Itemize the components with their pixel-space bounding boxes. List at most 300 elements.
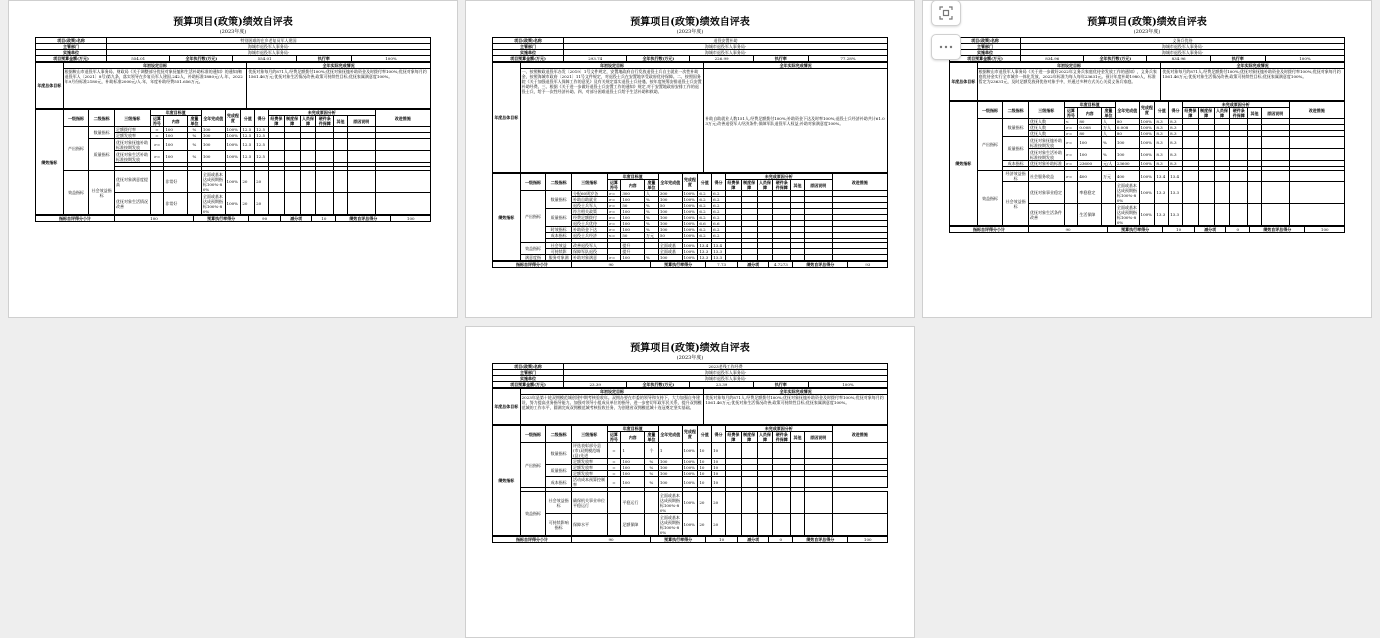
table-cell: 100 bbox=[658, 477, 682, 488]
table-cell bbox=[607, 514, 621, 536]
table-cell: 6.2 bbox=[712, 233, 726, 239]
table-cell bbox=[1289, 149, 1344, 161]
footer-label-3: 减分项 bbox=[737, 537, 769, 543]
table-cell: 100 bbox=[164, 139, 188, 151]
h-op: 运算符号 bbox=[607, 180, 621, 191]
table-cell: 10 bbox=[698, 443, 712, 459]
table-cell: % bbox=[645, 477, 659, 488]
table-cell bbox=[741, 255, 757, 261]
label-project-name: 项目(政策)名称 bbox=[493, 38, 564, 44]
indicator-row: 评选表彰部分县(市)双拥模范城(县)先进 bbox=[571, 443, 607, 459]
table-cell: 可持续影 bbox=[546, 249, 572, 255]
table-cell: 100% bbox=[682, 197, 698, 203]
h-lv3: 三级指标 bbox=[571, 174, 607, 191]
footer-label-4: 绩效自评总得分 bbox=[1250, 227, 1305, 233]
unit: 海城市退役军人事务局- bbox=[564, 50, 888, 56]
label-exec: 全年执行数(万元) bbox=[627, 56, 690, 62]
dept: 海城市退役军人事务局- bbox=[564, 370, 888, 376]
footer-label-1: 指标自评得分小计 bbox=[950, 227, 1029, 233]
table-cell: % bbox=[645, 215, 659, 221]
table-cell: 100 bbox=[658, 465, 682, 471]
table-cell: >= bbox=[1064, 125, 1078, 131]
h-r6: 原因说明 bbox=[347, 116, 375, 127]
table-cell bbox=[300, 171, 316, 193]
label-goal: 年度总体目标 bbox=[950, 63, 978, 101]
h-score: 分值 bbox=[1155, 102, 1169, 119]
h-got: 得分 bbox=[712, 426, 726, 443]
table-cell bbox=[284, 171, 300, 193]
table-cell bbox=[150, 193, 164, 215]
table-cell: 8.3 bbox=[1169, 125, 1183, 131]
table-cell: 1 bbox=[658, 443, 682, 459]
table-cell: 8.3 bbox=[1169, 137, 1183, 149]
unit: 海城市退役军人事务局- bbox=[107, 50, 431, 56]
table-cell: 100 bbox=[201, 151, 225, 163]
table-cell: % bbox=[645, 255, 659, 261]
table-cell: 13.3 bbox=[1169, 204, 1183, 226]
table-cell bbox=[791, 255, 805, 261]
table-cell: 12.5 bbox=[255, 127, 269, 133]
page-title: 预算项目(政策)绩效自评表 bbox=[630, 17, 750, 28]
table-cell: 成本指标 bbox=[1003, 161, 1029, 167]
exec: 834.96 bbox=[1147, 56, 1210, 62]
h-r5: 其他 bbox=[791, 180, 805, 191]
table-cell: 数量指标 bbox=[546, 191, 572, 209]
footer-value-4: 100 bbox=[1305, 227, 1345, 233]
label-dept: 主管部门 bbox=[493, 370, 564, 376]
table-cell: 0.008 bbox=[1078, 125, 1102, 131]
table-cell: 提升 bbox=[621, 249, 645, 255]
table-cell: 足额保障 bbox=[621, 514, 645, 536]
h-r1: 经费保障 bbox=[727, 180, 740, 190]
table-cell bbox=[804, 443, 832, 459]
h-r4: 硬件条件保障 bbox=[773, 180, 791, 191]
h-got: 得分 bbox=[255, 110, 269, 127]
table-cell: 8.3 bbox=[1155, 119, 1169, 125]
table-cell bbox=[725, 443, 741, 459]
footer-value-2: 10 bbox=[706, 537, 738, 543]
table-cell: 服务对象满 bbox=[546, 255, 572, 261]
table-cell: 6.2 bbox=[698, 191, 712, 197]
table-cell bbox=[1064, 204, 1078, 226]
footer-label-1: 指标自评得分小计 bbox=[493, 537, 572, 543]
table-cell bbox=[725, 492, 741, 514]
table-cell bbox=[725, 255, 741, 261]
unit: 海城市退役军人事务局- bbox=[564, 376, 888, 382]
label-project-name: 项目(政策)名称 bbox=[493, 364, 564, 370]
budget: 834.96 bbox=[1021, 56, 1084, 62]
table-cell: 100% bbox=[682, 233, 698, 239]
goal-header: 年初设定目标 bbox=[520, 389, 704, 395]
h-op: 运算符号 bbox=[607, 432, 621, 443]
table-cell: 100 bbox=[621, 227, 645, 233]
table-cell: 100 bbox=[621, 197, 645, 203]
table-cell: % bbox=[188, 151, 202, 163]
table-cell: 优抚对象补助标准 bbox=[1028, 161, 1064, 167]
table-cell: 优抚对象生活补助标准按期发放 bbox=[1028, 149, 1064, 161]
goal-table bbox=[492, 62, 888, 173]
h-score: 分值 bbox=[698, 426, 712, 443]
table-cell bbox=[1198, 171, 1214, 182]
table-cell bbox=[1289, 171, 1344, 182]
table-cell bbox=[791, 443, 805, 459]
table-cell: 退役士兵经济 bbox=[571, 233, 607, 239]
footer-value-4: 100 bbox=[848, 537, 888, 543]
h-target: 年度目标值 bbox=[607, 426, 658, 432]
rate: 100% bbox=[351, 56, 430, 62]
h-r2: 制度保障 bbox=[1200, 108, 1213, 118]
table-cell: 100% bbox=[225, 133, 241, 139]
label-perf: 绩效指标 bbox=[493, 174, 521, 261]
table-cell: 100% bbox=[682, 243, 698, 249]
footer-label-1: 指标自评得分小计 bbox=[36, 216, 115, 222]
h-lv3: 三级指标 bbox=[114, 110, 150, 127]
table-cell: 100% bbox=[682, 443, 698, 459]
table-cell bbox=[268, 151, 284, 163]
table-cell bbox=[334, 193, 348, 215]
table-cell: 效益指标 bbox=[520, 243, 546, 255]
h-r5: 其他 bbox=[1248, 108, 1262, 119]
table-cell: 100% bbox=[682, 227, 698, 233]
table-cell bbox=[334, 139, 348, 151]
exec: 226.99 bbox=[690, 56, 753, 62]
table-cell: 100 bbox=[621, 471, 645, 477]
table-cell: 经费足额拨付 bbox=[571, 215, 607, 221]
table-cell bbox=[1182, 149, 1198, 161]
indicator-row: 足额拨付率 bbox=[114, 127, 150, 133]
footer-value-2: 90 bbox=[249, 216, 281, 222]
table-cell: >= bbox=[607, 215, 621, 221]
project-name: 退役安置补助 bbox=[564, 38, 888, 44]
table-cell bbox=[1214, 204, 1230, 226]
rate: 100% bbox=[1265, 56, 1344, 62]
table-cell: 个 bbox=[645, 443, 659, 459]
table-cell: 100% bbox=[1139, 182, 1155, 204]
label-exec: 全年执行数(万元) bbox=[627, 382, 690, 388]
h-unit: 度量单位 bbox=[645, 180, 659, 191]
table-cell: 产出指标 bbox=[520, 443, 546, 488]
table-cell bbox=[1261, 182, 1289, 204]
table-cell bbox=[375, 151, 430, 163]
h-reason: 未完成原因分析 bbox=[725, 174, 832, 180]
table-cell: 经济效益指标 bbox=[1003, 171, 1029, 182]
table-cell: 20 bbox=[712, 492, 726, 514]
label-perf: 绩效指标 bbox=[36, 110, 64, 215]
table-cell bbox=[188, 193, 202, 215]
table-cell: 20 bbox=[255, 193, 269, 215]
table-cell: 6.2 bbox=[698, 209, 712, 215]
table-cell: 10 bbox=[712, 477, 726, 488]
table-cell: 100 bbox=[201, 139, 225, 151]
footer-label-3: 减分项 bbox=[280, 216, 312, 222]
table-cell bbox=[316, 139, 334, 151]
header-table bbox=[35, 37, 431, 62]
label-dept: 主管部门 bbox=[36, 44, 107, 50]
table-cell: 100% bbox=[1139, 204, 1155, 226]
h-deg: 完成程度 bbox=[1139, 102, 1155, 119]
label-rate: 执行率 bbox=[753, 56, 808, 62]
h-r1: 经费保障 bbox=[270, 116, 283, 126]
table-cell: 产出指标 bbox=[977, 119, 1003, 171]
label-dept: 主管部门 bbox=[950, 44, 1021, 50]
indicator-row: 足额发放率 bbox=[571, 459, 607, 465]
table-cell: 可持续影响指标 bbox=[546, 514, 572, 536]
actual-header: 全年实际完成情况 bbox=[704, 389, 888, 395]
table-cell: % bbox=[645, 203, 659, 209]
table-cell: 80 bbox=[1078, 119, 1102, 125]
table-cell bbox=[804, 514, 832, 536]
goal-text: 2023年是第十轮双拥模范城创建中期考核验收年。双拥办要在市委的领导和支持下，大力加强自身建设，努力提高业务指导能力。加强对领导小组成员单位的指导，进一步密切军政军民关系，提升双拥模范城的工作水平，圆满完成双拥模范城考核验收任务，为创建省双拥模范城十连冠奠定坚实基础。 bbox=[520, 395, 704, 425]
table-cell: 退役士兵优待 bbox=[571, 221, 607, 227]
table-cell: 20 bbox=[255, 171, 269, 193]
footer-label-3: 减分项 bbox=[1194, 227, 1226, 233]
h-reason: 未完成原因分析 bbox=[1182, 102, 1289, 108]
table-cell: 优抚人数 bbox=[1028, 119, 1064, 125]
table-cell: 6.2 bbox=[712, 197, 726, 203]
header-table bbox=[492, 363, 888, 388]
table-cell bbox=[284, 193, 300, 215]
goal-header: 年初设定目标 bbox=[63, 63, 247, 69]
table-cell bbox=[334, 151, 348, 163]
table-cell: 符合相关政策 bbox=[571, 209, 607, 215]
h-content: 内容 bbox=[1078, 108, 1102, 119]
table-cell: 满意度指 bbox=[520, 255, 546, 261]
table-cell bbox=[741, 477, 757, 488]
table-cell: >= bbox=[607, 203, 621, 209]
table-cell: 10 bbox=[712, 465, 726, 471]
table-cell bbox=[832, 477, 887, 488]
footer-label-4: 绩效自评总得分 bbox=[793, 262, 848, 268]
h-lv2: 二级指标 bbox=[89, 110, 115, 127]
table-cell: 6.2 bbox=[698, 203, 712, 209]
footer-table bbox=[949, 226, 1345, 233]
table-cell bbox=[1261, 204, 1289, 226]
table-cell: 质量指标 bbox=[1003, 137, 1029, 161]
footer-value-4: 100 bbox=[391, 216, 431, 222]
table-cell bbox=[1214, 149, 1230, 161]
table-cell: 300 bbox=[658, 191, 682, 197]
table-cell bbox=[741, 492, 757, 514]
page-year: (2023年度) bbox=[676, 355, 704, 361]
h-r3: 人员保障 bbox=[301, 116, 314, 126]
table-cell bbox=[1230, 137, 1248, 149]
table-cell: 100% bbox=[225, 139, 241, 151]
label-unit: 实施单位 bbox=[950, 50, 1021, 56]
table-cell: 1 bbox=[621, 443, 645, 459]
table-cell: >= bbox=[607, 255, 621, 261]
table-cell: 13.4 bbox=[1169, 171, 1183, 182]
table-cell bbox=[1182, 137, 1198, 149]
indicator-table bbox=[492, 173, 888, 261]
table-cell: 50 bbox=[658, 233, 682, 239]
table-cell bbox=[1182, 182, 1198, 204]
table-cell: 20 bbox=[241, 193, 255, 215]
page-year: (2023年度) bbox=[219, 29, 247, 35]
goal-table bbox=[492, 388, 888, 425]
table-cell: 6.2 bbox=[698, 227, 712, 233]
table-cell: 6.6 bbox=[698, 221, 712, 227]
table-cell: 全面或基本达成预期指标100%-80% bbox=[658, 514, 682, 536]
unit: 海城市退役军人事务局- bbox=[1021, 50, 1345, 56]
table-cell bbox=[773, 443, 791, 459]
floating-toolbar bbox=[931, 0, 961, 62]
label-perf: 绩效指标 bbox=[493, 426, 521, 536]
table-cell bbox=[347, 171, 375, 193]
table-cell bbox=[334, 171, 348, 193]
indicator-row: 优抚对象满意度提高 bbox=[114, 171, 150, 193]
lv2-quality: 质量指标 bbox=[89, 139, 115, 171]
table-cell: 6.2 bbox=[712, 209, 726, 215]
table-cell bbox=[741, 514, 757, 536]
table-cell: 元/人 bbox=[1102, 161, 1116, 167]
table-cell: 8.3 bbox=[1169, 149, 1183, 161]
footer-value-1: 90 bbox=[572, 537, 651, 543]
footer-table bbox=[492, 536, 888, 543]
label-perf: 绩效指标 bbox=[950, 102, 978, 226]
table-cell bbox=[1198, 137, 1214, 149]
table-cell bbox=[1248, 137, 1262, 149]
actual-header: 全年实际完成情况 bbox=[704, 63, 888, 69]
indicator-row: 足额发放率 bbox=[571, 465, 607, 471]
footer-value-3: 4.7273 bbox=[769, 262, 793, 268]
h-lv3: 三级指标 bbox=[1028, 102, 1064, 119]
table-cell: 8.3 bbox=[1155, 161, 1169, 167]
table-cell: 100% bbox=[682, 465, 698, 471]
table-cell: 100% bbox=[682, 477, 698, 488]
table-cell: 补助自助就业 bbox=[571, 197, 607, 203]
h-fix: 改进措施 bbox=[832, 426, 887, 443]
h-target: 年度目标值 bbox=[1064, 102, 1115, 108]
label-exec: 全年执行数(万元) bbox=[170, 56, 233, 62]
table-cell: 非常好 bbox=[164, 171, 188, 193]
table-cell: 100 bbox=[164, 127, 188, 133]
table-cell: 社会效益 bbox=[546, 243, 572, 249]
table-cell: 产出指标 bbox=[520, 191, 546, 243]
screenshot-icon[interactable] bbox=[931, 0, 961, 26]
table-cell: 100% bbox=[682, 471, 698, 477]
table-cell: 人 bbox=[1102, 119, 1116, 125]
table-cell bbox=[316, 151, 334, 163]
table-cell: 100 bbox=[201, 133, 225, 139]
label-budget: 项目预算金额(万元) bbox=[493, 56, 564, 62]
table-cell: 100 bbox=[658, 215, 682, 221]
document-page-3 bbox=[922, 0, 1372, 318]
table-cell bbox=[375, 171, 430, 193]
h-reason: 未完成原因分析 bbox=[268, 110, 375, 116]
indicator-row: 优抚对象抚恤补助标准按期发放 bbox=[114, 139, 150, 151]
h-r4: 硬件条件保障 bbox=[316, 116, 334, 127]
h-got: 得分 bbox=[1169, 102, 1183, 119]
table-cell: % bbox=[188, 127, 202, 133]
table-cell: 人 bbox=[1102, 131, 1116, 137]
table-cell: 效益指标 bbox=[520, 492, 546, 536]
table-cell: 质量指标 bbox=[546, 209, 572, 227]
table-cell: 平稳运行 bbox=[621, 492, 645, 514]
footer-value-2: 7.73 bbox=[706, 262, 738, 268]
table-cell: 6.2 bbox=[698, 197, 712, 203]
table-cell bbox=[725, 514, 741, 536]
table-cell bbox=[1182, 171, 1198, 182]
table-cell: 全面或基本达成预期指标100%-80% bbox=[1115, 182, 1139, 204]
table-cell: 13.3 bbox=[698, 249, 712, 255]
table-cell: 100% bbox=[682, 209, 698, 215]
table-cell: < bbox=[1064, 119, 1078, 125]
table-cell: 0.008 bbox=[1115, 125, 1139, 131]
dept: 海城市退役军人事务局- bbox=[564, 44, 888, 50]
footer-value-1: 90 bbox=[572, 262, 651, 268]
exec: 23.39 bbox=[690, 382, 753, 388]
actual-header: 全年实际完成情况 bbox=[1161, 63, 1345, 69]
document-page-1 bbox=[8, 0, 458, 318]
table-cell bbox=[1289, 137, 1344, 149]
table-cell: 6.2 bbox=[712, 203, 726, 209]
h-done: 全年完成值 bbox=[658, 426, 682, 443]
table-cell: 100 bbox=[621, 255, 645, 261]
label-rate: 执行率 bbox=[296, 56, 351, 62]
h-unit: 度量单位 bbox=[645, 432, 659, 443]
table-cell: 20 bbox=[698, 514, 712, 536]
table-cell bbox=[1248, 182, 1262, 204]
table-cell bbox=[300, 139, 316, 151]
table-cell: 100 bbox=[201, 127, 225, 133]
table-cell: 10 bbox=[712, 443, 726, 459]
label-budget: 项目预算金额(万元) bbox=[950, 56, 1021, 62]
h-r3: 人员保障 bbox=[1215, 108, 1228, 118]
table-cell: 100% bbox=[1139, 137, 1155, 149]
table-cell: 100% bbox=[682, 215, 698, 221]
table-cell: 20 bbox=[712, 514, 726, 536]
footer-value-1: 100 bbox=[115, 216, 194, 222]
table-cell: 100% bbox=[1139, 161, 1155, 167]
table-cell: 50 bbox=[621, 233, 645, 239]
table-cell: 提升 bbox=[621, 243, 645, 249]
table-cell: >= bbox=[607, 227, 621, 233]
table-cell: 13.3 bbox=[1169, 182, 1183, 204]
h-lv1: 一级指标 bbox=[63, 110, 89, 127]
table-cell: 400 bbox=[1078, 171, 1102, 182]
h-done: 全年完成值 bbox=[201, 110, 225, 127]
table-cell: >= bbox=[607, 209, 621, 215]
table-cell: % bbox=[645, 209, 659, 215]
table-cell: 13.3 bbox=[1155, 182, 1169, 204]
document-page-4 bbox=[465, 326, 915, 638]
table-cell: 100 bbox=[658, 459, 682, 465]
h-r2: 制度保障 bbox=[286, 116, 299, 126]
more-icon[interactable] bbox=[931, 34, 961, 60]
table-cell: 100 bbox=[621, 459, 645, 465]
table-cell: 100% bbox=[225, 127, 241, 133]
table-cell: 人 bbox=[645, 191, 659, 197]
budget: 23.39 bbox=[564, 382, 627, 388]
footer-value-2: 10 bbox=[1163, 227, 1195, 233]
table-cell: 100% bbox=[682, 459, 698, 465]
table-cell bbox=[773, 514, 791, 536]
table-cell bbox=[757, 492, 773, 514]
h-reason: 未完成原因分析 bbox=[725, 426, 832, 432]
actual-text: 优抚对象每月约871人,经费足额拨付100%;优抚对象抚恤补助资金及时拨付率100%;优抚对象每月约1561.46万元;优抚对象生活情况改善;政策可持续性目标;优抚家属满意度100%。 bbox=[1161, 69, 1345, 101]
footer-table bbox=[492, 261, 888, 268]
h-score: 分值 bbox=[241, 110, 255, 127]
h-r1: 经费保障 bbox=[1184, 108, 1197, 118]
table-cell: % bbox=[188, 133, 202, 139]
table-cell: = bbox=[150, 127, 164, 133]
table-cell: 全面或基本达成预期指标100%-80% bbox=[201, 171, 225, 193]
table-cell: 非常好 bbox=[164, 193, 188, 215]
table-cell: >= bbox=[150, 139, 164, 151]
table-cell: = bbox=[607, 443, 621, 459]
h-fix: 改进措施 bbox=[1289, 102, 1344, 119]
table-cell: % bbox=[645, 221, 659, 227]
